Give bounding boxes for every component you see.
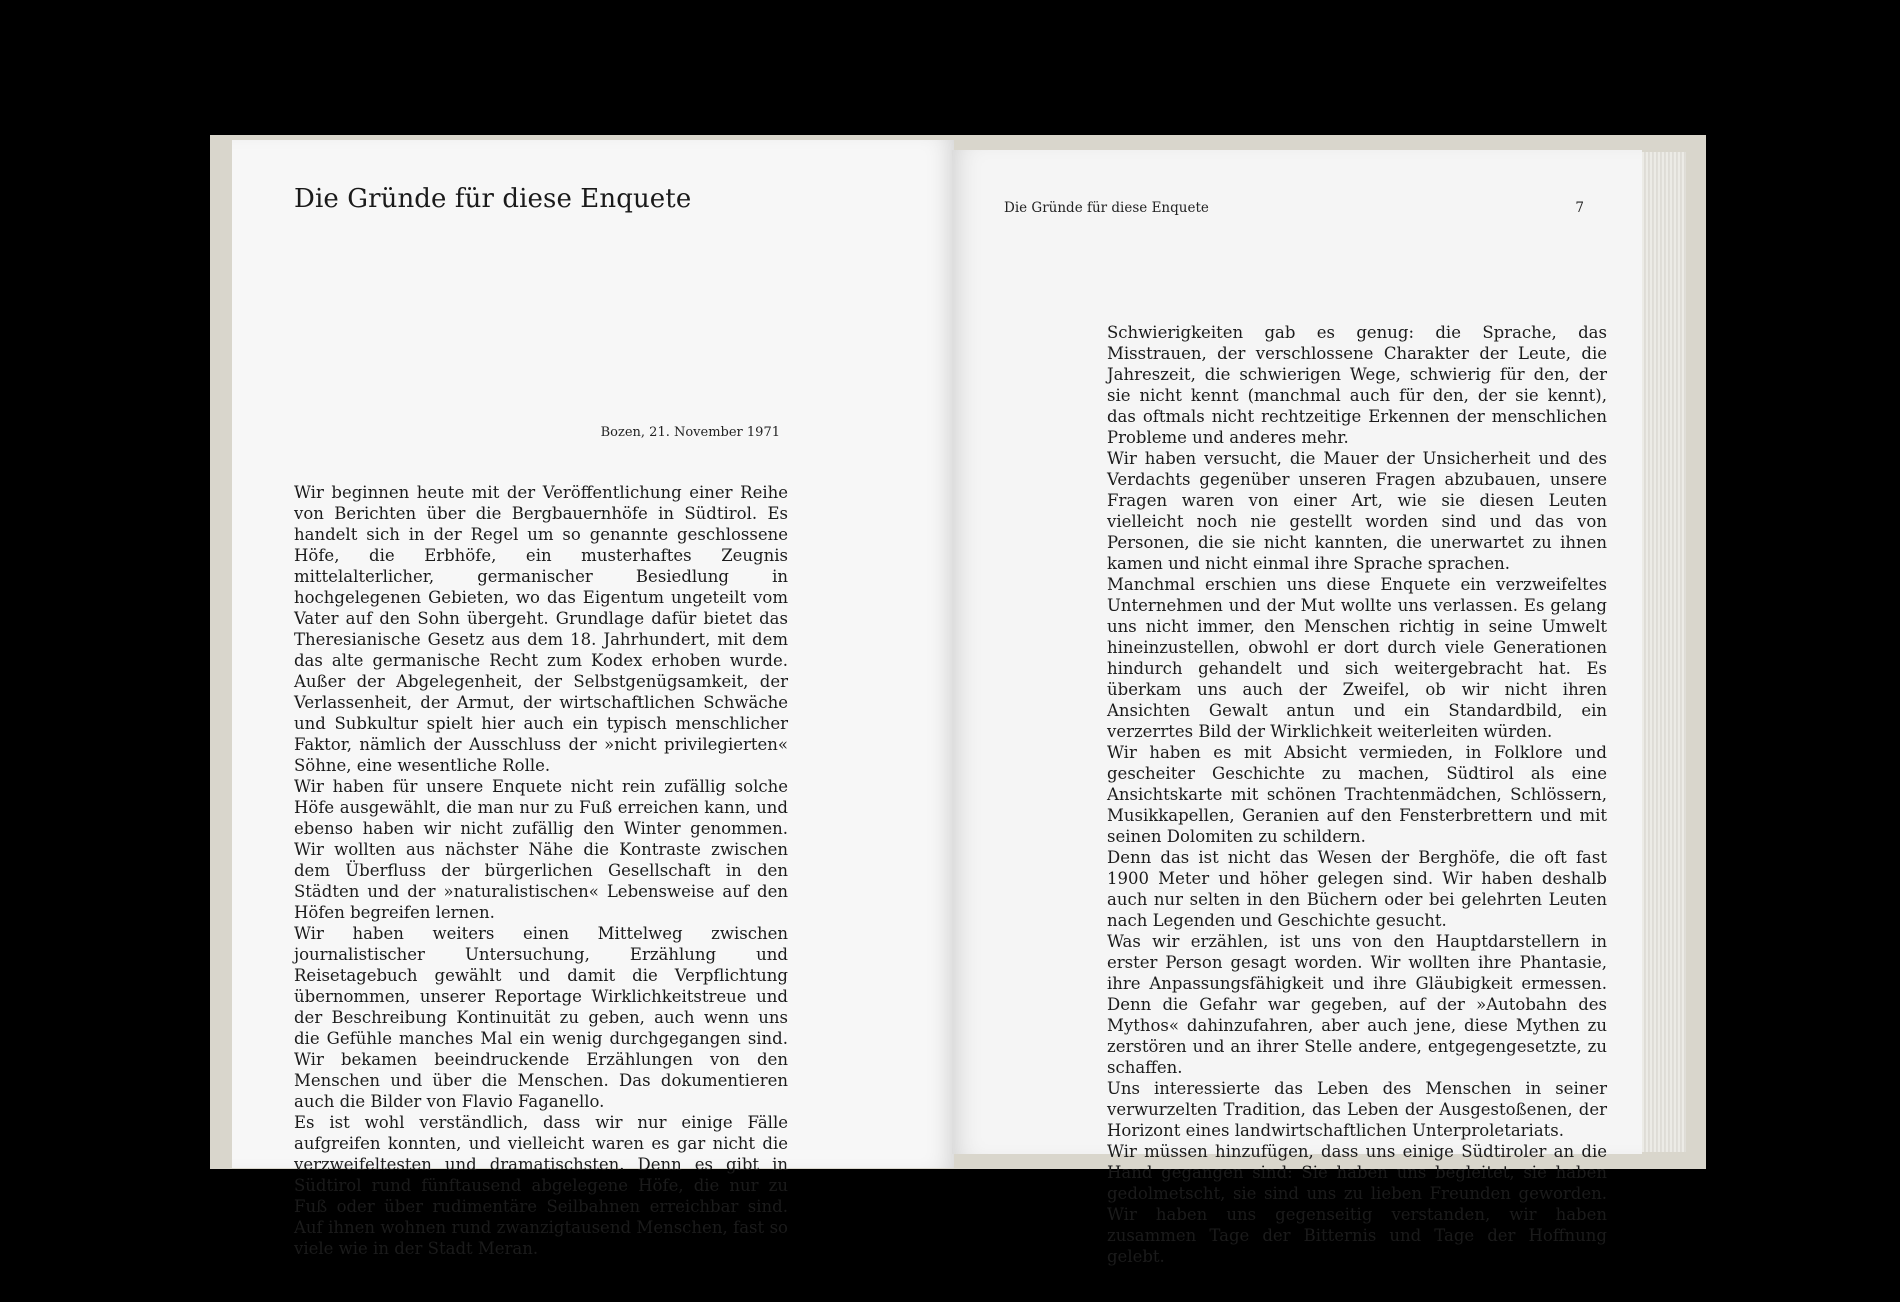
running-title: Die Gründe für diese Enquete — [1004, 200, 1209, 216]
paragraph: Wir müssen hinzufügen, dass uns einige Südtiroler an die Hand gegangen sind: Sie haben uns begleitet, sie haben gedolmetscht, sie sind uns zu lieben Freunden geworden. Wir haben uns gegenseitig verstanden, wir haben zusammen Tage der Bitternis und Tage der Hoffnung gelebt. — [1107, 1142, 1607, 1266]
paragraph: Wir haben es mit Absicht vermieden, in Folklore und gescheiter Geschichte zu machen, Südtirol als eine Ansichtskarte mit schönen Trachtenmädchen, Schlössern, Musikkapellen, Geranien auf den Fensterbrettern und mit seinen Dolomiten zu schildern. — [1107, 743, 1607, 846]
paragraph: Schwierigkeiten gab es genug: die Sprache, das Misstrauen, der verschlossene Charakter der Leute, die Jahreszeit, die schwierigen Wege, schwierig für den, der sie nicht kennt (manchmal auch für den, der sie kennt), das oftmals nicht rechtzeitige Erkennen der menschlichen Probleme und anderes mehr. — [1107, 323, 1607, 447]
paragraph: Wir beginnen heute mit der Veröffentlichung einer Reihe von Berichten über die Bergbauernhöfe in Südtirol. Es handelt sich in der Regel um so genannte geschlossene Höfe, die Erbhöfe, ein musterhaftes Zeugnis mittelalterlicher, germanischer Besiedlung in hochgelegenen Gebieten, wo das Eigentum ungeteilt vom Vater auf den Sohn übergeht. Grundlage dafür bietet das Theresianische Gesetz aus dem 18. Jahrhundert, mit dem das alte germanische Recht zum Kodex erhoben wurde. Außer der Abgelegenheit, der Selbstgenügsamkeit, der Verlassenheit, der Armut, der wirtschaftlichen Schwäche und Subkultur spielt hier auch ein typisch menschlicher Faktor, nämlich der Ausschluss der »nicht privilegierten« Söhne, eine wesentliche Rolle. — [294, 483, 788, 775]
paragraph: Manchmal erschien uns diese Enquete ein verzweifeltes Unternehmen und der Mut wollte uns verlassen. Es gelang uns nicht immer, den Menschen richtig in seine Umwelt hineinzustellen, obwohl er dort durch viele Generationen hindurch gehandelt und sich weitergebracht hat. Es überkam uns auch der Zweifel, ob wir nicht ihren Ansichten Gewalt antun und ein Standardbild, ein verzerrtes Bild der Wirklichkeit weiterleiten würden. — [1107, 575, 1607, 741]
paragraph: Wir haben versucht, die Mauer der Unsicherheit und des Verdachts gegenüber unseren Fragen abzubauen, unsere Fragen waren von einer Art, wie sie diesen Leuten vielleicht noch nie gestellt worden sind und das von Personen, die sie nicht kannten, die unerwartet zu ihnen kamen und nicht einmal ihre Sprache sprachen. — [1107, 449, 1607, 573]
left-page — [232, 140, 954, 1258]
page-edges — [1642, 152, 1686, 1152]
left-body-text — [294, 482, 788, 1259]
page-number: 7 — [1575, 200, 1584, 216]
paragraph: Denn das ist nicht das Wesen der Berghöfe, die oft fast 1900 Meter und höher gelegen sind. Wir haben deshalb auch nur selten in den Büchern oder bei gelehrten Leuten nach Legenden und Geschichte gesucht. — [1107, 848, 1607, 930]
right-body-text — [1107, 322, 1607, 1267]
paragraph: Uns interessierte das Leben des Menschen in seiner verwurzelten Tradition, das Leben der Ausgestoßenen, der Horizont eines landwirtschaftlichen Unterproletariats. — [1107, 1079, 1607, 1140]
paragraph: Es ist wohl verständlich, dass wir nur einige Fälle aufgreifen konnten, und vielleicht waren es gar nicht die verzweifeltesten und dramatischsten. Denn es gibt in Südtirol rund fünftausend abgelegene Höfe, die nur zu Fuß oder über rudimentäre Seilbahnen erreichbar sind. Auf ihnen wohnen rund zwanzigtausend Menschen, fast so viele wie in der Stadt Meran. — [294, 1113, 788, 1258]
dateline: Bozen, 21. November 1971 — [600, 425, 780, 440]
right-page — [952, 150, 1642, 1266]
paragraph: Wir haben weiters einen Mittelweg zwischen journalistischer Untersuchung, Erzählung und Reisetagebuch gewählt und damit die Verpflichtung übernommen, unserer Reportage Wirklichkeitstreue und der Beschreibung Kontinuität zu geben, auch wenn uns die Gefühle manches Mal ein wenig durchgegangen sind. Wir bekamen beeindruckende Erzählungen von den Menschen und über die Menschen. Das dokumentieren auch die Bilder von Flavio Faganello. — [294, 924, 788, 1111]
chapter-title: Die Gründe für diese Enquete — [294, 184, 692, 214]
open-book — [210, 132, 1710, 1266]
paragraph: Wir haben für unsere Enquete nicht rein zufällig solche Höfe ausgewählt, die man nur zu Fuß erreichen kann, und ebenso haben wir nicht zufällig den Winter genommen. Wir wollten aus nächster Nähe die Kontraste zwischen dem Überfluss der bürgerlichen Gesellschaft in den Städten und der »naturalistischen« Lebensweise auf den Höfen begreifen lernen. — [294, 777, 788, 922]
paragraph: Was wir erzählen, ist uns von den Hauptdarstellern in erster Person gesagt worden. Wir wollten ihre Phantasie, ihre Anpassungsfähigkeit und ihre Gläubigkeit ermessen. Denn die Gefahr war gegeben, auf der »Autobahn des Mythos« dahinzufahren, aber auch jene, diese Mythen zu zerstören und an ihrer Stelle andere, entgegengesetzte, zu schaffen. — [1107, 932, 1607, 1077]
